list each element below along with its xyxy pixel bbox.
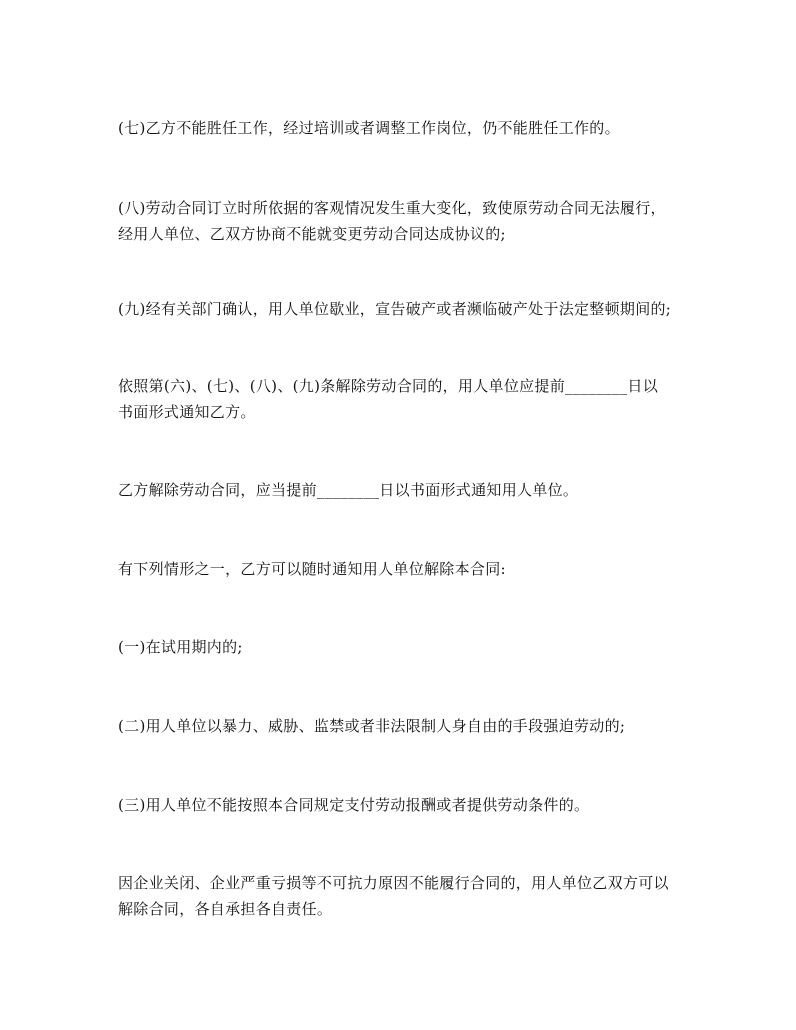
paragraph-line: (三)用人单位不能按照本合同规定支付劳动报酬或者提供劳动条件的。 xyxy=(118,796,590,814)
paragraph-line: 解除合同，各自承担各自责任。 xyxy=(118,900,333,918)
paragraph-line: 经用人单位、乙双方协商不能就变更劳动合同达成协议的; xyxy=(118,225,506,243)
paragraph-line: (一)在试用期内的; xyxy=(118,638,243,656)
paragraph-case-2 xyxy=(118,713,693,739)
paragraph-force-majeure xyxy=(118,870,693,922)
paragraph-clause-7 xyxy=(118,115,693,141)
paragraph-employer-notice xyxy=(118,373,693,425)
paragraph-line: 因企业关闭、企业严重亏损等不可抗力原因不能履行合同的，用人单位乙双方可以 xyxy=(118,874,669,892)
paragraph-clause-8 xyxy=(118,195,693,247)
paragraph-employee-notice xyxy=(118,477,693,503)
paragraph-line: (八)劳动合同订立时所依据的客观情况发生重大变化，致使原劳动合同无法履行， xyxy=(118,199,666,217)
paragraph-line: (七)乙方不能胜任工作，经过培训或者调整工作岗位，仍不能胜任工作的。 xyxy=(118,119,620,137)
paragraph-immediate-termination-intro xyxy=(118,556,693,582)
paragraph-case-3 xyxy=(118,792,693,818)
paragraph-line: 乙方解除劳动合同，应当提前________日以书面形式通知用人单位。 xyxy=(118,481,579,499)
paragraph-line: 书面形式通知乙方。 xyxy=(118,403,256,421)
paragraph-case-1 xyxy=(118,634,693,660)
paragraph-line: 依照第(六)、(七)、(八)、(九)条解除劳动合同的，用人单位应提前________日以 xyxy=(118,377,659,395)
paragraph-line: (九)经有关部门确认，用人单位歇业，宣告破产或者濒临破产处于法定整顿期间的; xyxy=(118,300,672,318)
paragraph-clause-9 xyxy=(118,296,693,322)
paragraph-line: 有下列情形之一，乙方可以随时通知用人单位解除本合同: xyxy=(118,560,506,578)
paragraph-line: (二)用人单位以暴力、威胁、监禁或者非法限制人身自由的手段强迫劳动的; xyxy=(118,717,626,735)
